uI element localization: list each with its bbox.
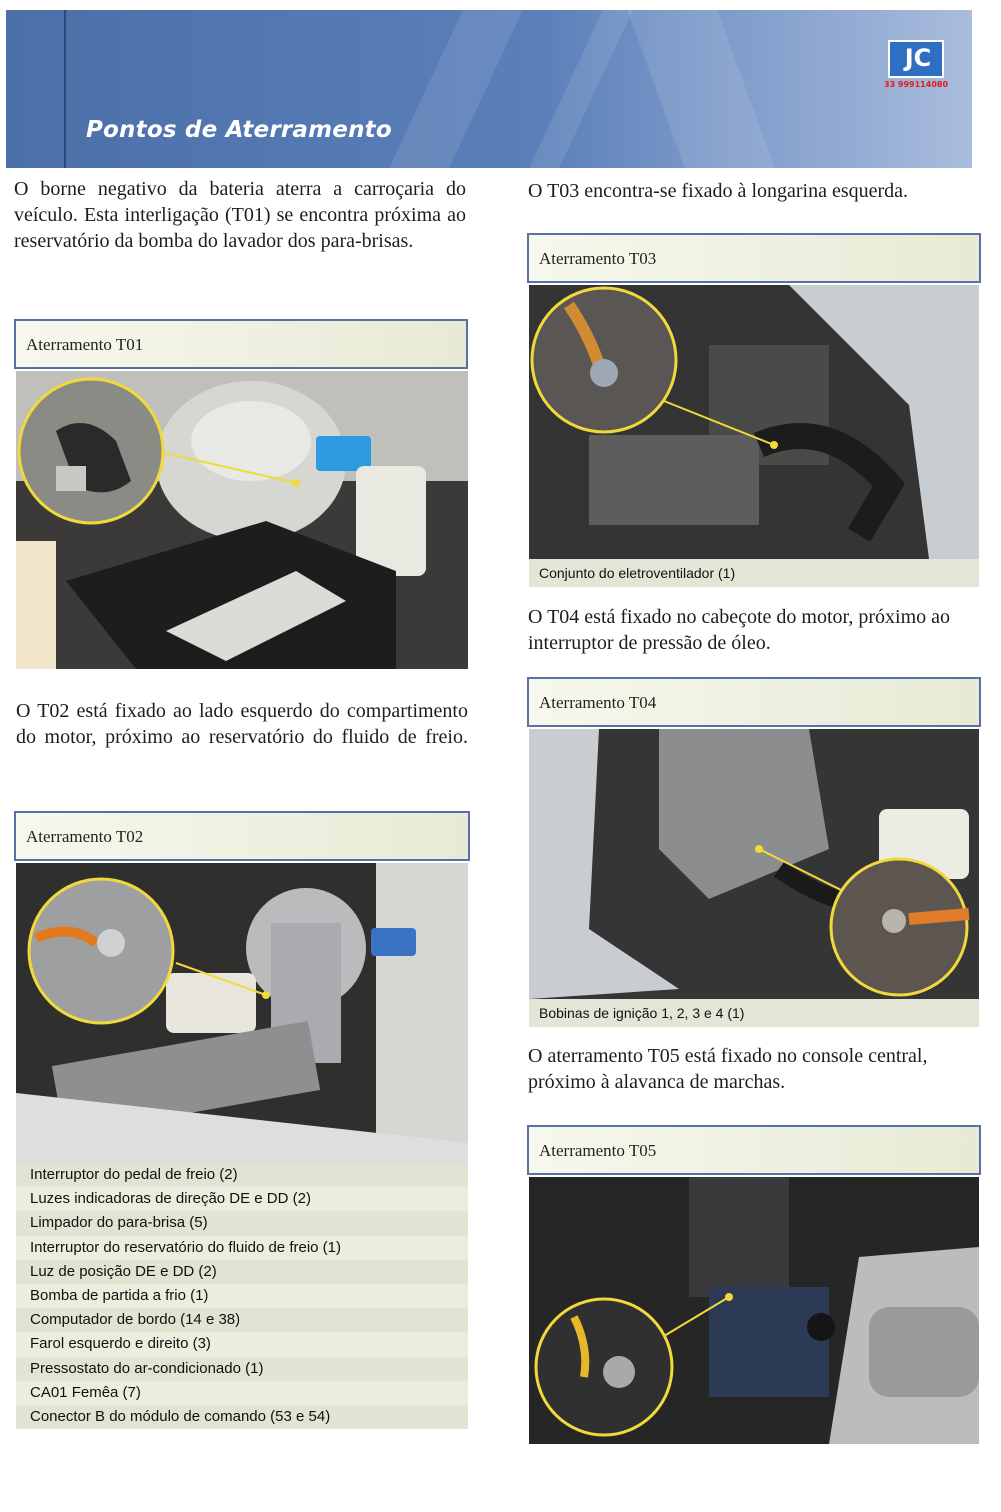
photo-caption-t03: Conjunto do eletroventilador (1): [529, 559, 979, 587]
caption-t05: Aterramento T05: [527, 1125, 981, 1175]
list-item: CA01 Femêa (7): [16, 1381, 468, 1405]
photo-t04: [529, 729, 979, 999]
photo-t02-illustration: [16, 863, 468, 1163]
caption-t03: Aterramento T03: [527, 233, 981, 283]
list-item: Farol esquerdo e direito (3): [16, 1332, 468, 1356]
list-item: Computador de bordo (14 e 38): [16, 1308, 468, 1332]
caption-t02: Aterramento T02: [14, 811, 470, 861]
photo-t04-illustration: [529, 729, 979, 999]
list-item: Interruptor do pedal de freio (2): [16, 1163, 468, 1187]
caption-t01: Aterramento T01: [14, 319, 468, 369]
photo-t01: [16, 371, 468, 669]
logo-box: [888, 40, 944, 78]
list-item: Interruptor do reservatório do fluido de freio (1): [16, 1236, 468, 1260]
photo-caption-t04: Bobinas de ignição 1, 2, 3 e 4 (1): [529, 999, 979, 1027]
header-decoration: [529, 10, 633, 168]
list-item: Luzes indicadoras de direção DE e DD (2): [16, 1187, 468, 1211]
paragraph-t01: O borne negativo da bateria aterra a carroçaria do veículo. Esta interligação (T01) se encontra próxima ao reservatório da bomba do lavador dos para-brisas.: [14, 178, 466, 252]
header-decoration: [627, 10, 775, 168]
photo-t05: [529, 1177, 979, 1444]
brand-logo: [884, 40, 949, 90]
header-decoration: [389, 10, 523, 168]
photo-t05-illustration: [529, 1177, 979, 1444]
list-item: Conector B do módulo de comando (53 e 54): [16, 1405, 468, 1429]
paragraph-t02: O T02 está fixado ao lado esquerdo do compartimento do motor, próximo ao reservatório do fluido de freio.: [16, 700, 468, 748]
page-title: Pontos de Aterramento: [86, 117, 392, 143]
caption-t04: Aterramento T04: [527, 677, 981, 727]
page-header: [6, 10, 972, 168]
list-item: Luz de posição DE e DD (2): [16, 1260, 468, 1284]
paragraph-t03: O T03 encontra-se fixado à longarina esquerda.: [528, 180, 909, 202]
logo-phone: 33 999114080: [884, 80, 949, 89]
photo-t03: [529, 285, 979, 559]
photo-t02: [16, 863, 468, 1163]
t02-component-list: [16, 1163, 468, 1429]
paragraph-t04: O T04 está fixado no cabeçote do motor, próximo ao interruptor de pressão de óleo.: [528, 606, 951, 654]
list-item: Bomba de partida a frio (1): [16, 1284, 468, 1308]
photo-t03-illustration: [529, 285, 979, 559]
photo-t01-illustration: [16, 371, 468, 669]
list-item: Limpador do para-brisa (5): [16, 1211, 468, 1235]
paragraph-t05: O aterramento T05 está fixado no console central, próximo à alavanca de marchas.: [528, 1045, 928, 1093]
header-divider: [64, 10, 66, 168]
logo-text: JC: [904, 44, 932, 72]
list-item: Pressostato do ar-condicionado (1): [16, 1357, 468, 1381]
